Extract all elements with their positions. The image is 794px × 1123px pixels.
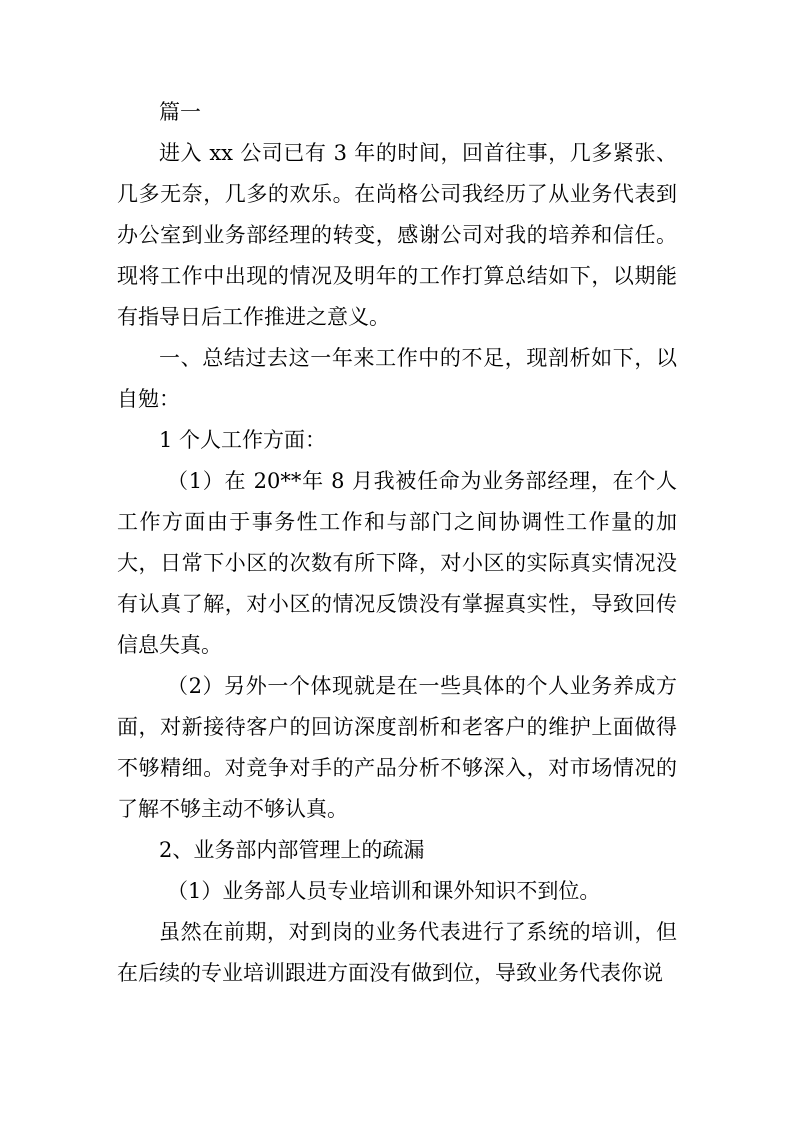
paragraph-management-heading: 2、业务部内部管理上的疏漏 — [159, 838, 425, 862]
paragraph-intro: 进入 xx 公司已有 3 年的时间，回首往事，几多紧张、几多无奈，几多的欢乐。在尚格公司我经历了从业务代表到办公室到业务部经理的转变，感谢公司对我的培养和信任。现将工作中出现的情况及明年的工作打算总结如下，以期能有指导日后工作推进之意义。 — [117, 141, 677, 329]
section-heading: 篇一 — [159, 100, 201, 124]
document-body — [117, 92, 677, 994]
paragraph-personal-work-heading: 1 个人工作方面： — [159, 428, 327, 452]
paragraph-summary-heading: 一、总结过去这一年来工作中的不足，现剖析如下，以自勉： — [117, 346, 677, 411]
paragraph-item-1: （1）在 20**年 8 月我被任命为业务部经理，在个人工作方面由于事务性工作和与部门之间协调性工作量的加大，日常下小区的次数有所下降，对小区的实际真实情况没有认真了解，对小区的情况反馈没有掌握真实性，导致回传信息失真。 — [117, 469, 677, 657]
paragraph-training-item: （1）业务部人员专业培训和课外知识不到位。 — [167, 879, 601, 903]
paragraph-training-detail: 虽然在前期，对到岗的业务代表进行了系统的培训，但在后续的专业培训跟进方面没有做到位，导致业务代表你说 — [117, 920, 677, 985]
paragraph-item-2: （2）另外一个体现就是在一些具体的个人业务养成方面，对新接待客户的回访深度剖析和老客户的维护上面做得不够精细。对竞争对手的产品分析不够深入，对市场情况的了解不够主动不够认真。 — [117, 674, 677, 821]
